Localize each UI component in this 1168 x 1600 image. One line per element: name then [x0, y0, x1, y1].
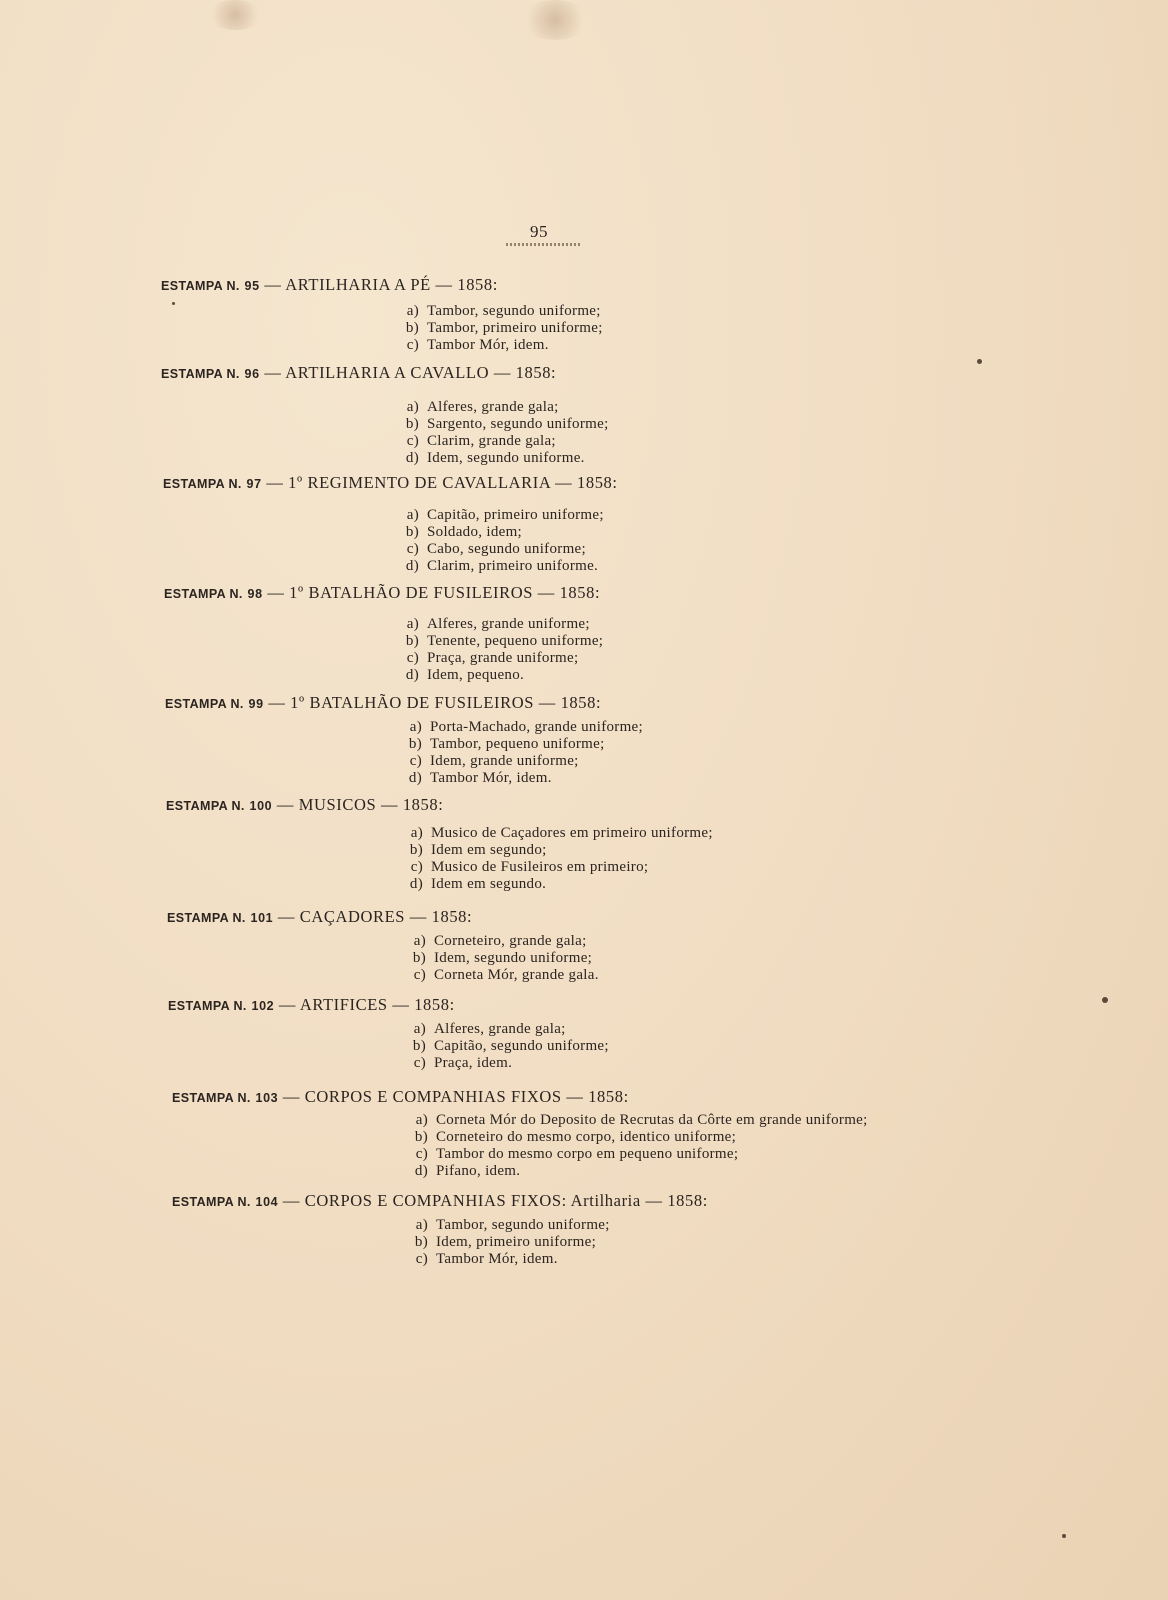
- plate-number: 95: [244, 279, 260, 293]
- list-item: [398, 1217, 610, 1234]
- item-letter: c): [406, 433, 419, 449]
- list-item: [392, 736, 643, 753]
- list-item: [396, 1021, 609, 1038]
- page-number: 95: [530, 222, 548, 241]
- plate-label: ESTAMPA N.: [161, 367, 240, 381]
- item-letter: a): [413, 933, 426, 949]
- item-text: Capitão, segundo uniforme;: [434, 1038, 609, 1054]
- plate-item-list: [396, 933, 599, 984]
- item-text: Tambor Mór, idem.: [436, 1251, 558, 1267]
- plate-label: ESTAMPA N.: [161, 279, 240, 293]
- plate-label: ESTAMPA N.: [168, 999, 247, 1013]
- list-item: [389, 416, 609, 433]
- item-text: Sargento, segundo uniforme;: [427, 416, 609, 432]
- list-item: [389, 558, 604, 575]
- item-text: Tambor, pequeno uniforme;: [430, 736, 605, 752]
- plate-label: ESTAMPA N.: [166, 799, 245, 813]
- item-letter: a): [409, 719, 422, 735]
- item-text: Alferes, grande gala;: [427, 399, 559, 415]
- list-item: [396, 933, 599, 950]
- item-letter: b): [405, 320, 419, 336]
- plate-heading: [161, 275, 498, 295]
- item-letter: b): [405, 633, 419, 649]
- item-text: Tenente, pequeno uniforme;: [427, 633, 604, 649]
- item-text: Musico de Fusileiros em primeiro;: [431, 859, 649, 875]
- plate-label: ESTAMPA N.: [172, 1091, 251, 1105]
- plate-heading: [164, 583, 600, 603]
- list-item: [389, 616, 603, 633]
- plate-heading: [172, 1191, 708, 1211]
- plate-item-list: [389, 303, 603, 354]
- item-text: Tambor, segundo uniforme;: [427, 303, 601, 319]
- plate-label: ESTAMPA N.: [167, 911, 246, 925]
- list-item: [389, 399, 609, 416]
- plate-title: — CORPOS E COMPANHIAS FIXOS — 1858:: [282, 1087, 629, 1106]
- item-letter: c): [415, 1251, 428, 1267]
- plate-number: 103: [255, 1091, 279, 1105]
- plate-heading: [168, 995, 455, 1015]
- list-item: [389, 541, 604, 558]
- item-letter: a): [410, 825, 423, 841]
- paper-speck: [1102, 997, 1108, 1003]
- item-text: Praça, idem.: [434, 1055, 513, 1071]
- item-text: Clarim, primeiro uniforme.: [427, 558, 599, 574]
- item-text: Capitão, primeiro uniforme;: [427, 507, 604, 523]
- paper-stain: [205, 0, 265, 30]
- item-letter: a): [415, 1217, 428, 1233]
- plate-heading: [163, 473, 618, 493]
- plate-heading: [161, 363, 556, 383]
- list-item: [389, 667, 603, 684]
- item-letter: a): [406, 616, 419, 632]
- item-text: Alferes, grande gala;: [434, 1021, 566, 1037]
- item-text: Musico de Caçadores em primeiro uniforme;: [431, 825, 713, 841]
- item-text: Idem, primeiro uniforme;: [436, 1234, 597, 1250]
- item-text: Idem em segundo;: [431, 842, 547, 858]
- item-letter: b): [409, 842, 423, 858]
- plate-number: 104: [255, 1195, 279, 1209]
- list-item: [398, 1251, 610, 1268]
- list-item: [398, 1129, 868, 1146]
- item-letter: a): [406, 507, 419, 523]
- item-text: Alferes, grande uniforme;: [427, 616, 590, 632]
- list-item: [389, 303, 603, 320]
- list-item: [393, 842, 713, 859]
- item-text: Clarim, grande gala;: [427, 433, 556, 449]
- list-item: [392, 753, 643, 770]
- plate-title: — ARTIFICES — 1858:: [278, 995, 455, 1014]
- item-text: Tambor do mesmo corpo em pequeno uniforme;: [436, 1146, 739, 1162]
- item-letter: b): [405, 416, 419, 432]
- plate-heading: [165, 693, 601, 713]
- plate-heading: [166, 795, 443, 815]
- list-item: [396, 967, 599, 984]
- plate-title: — MUSICOS — 1858:: [276, 795, 444, 814]
- item-text: Tambor, segundo uniforme;: [436, 1217, 610, 1233]
- list-item: [389, 320, 603, 337]
- plate-title: — ARTILHARIA A PÉ — 1858:: [264, 275, 498, 294]
- item-letter: b): [412, 1038, 426, 1054]
- plate-title: — 1º BATALHÃO DE FUSILEIROS — 1858:: [267, 583, 601, 602]
- plate-item-list: [393, 825, 713, 893]
- plate-label: ESTAMPA N.: [165, 697, 244, 711]
- item-letter: a): [406, 399, 419, 415]
- item-letter: c): [406, 650, 419, 666]
- item-letter: c): [406, 337, 419, 353]
- plate-title: — 1º REGIMENTO DE CAVALLARIA — 1858:: [266, 473, 618, 492]
- item-text: Idem, grande uniforme;: [430, 753, 579, 769]
- item-text: Idem em segundo.: [431, 876, 547, 892]
- plate-number: 101: [250, 911, 274, 925]
- list-item: [389, 450, 609, 467]
- item-text: Corneta Mór, grande gala.: [434, 967, 599, 983]
- list-item: [396, 1055, 609, 1072]
- plate-item-list: [398, 1112, 868, 1180]
- plate-item-list: [389, 616, 603, 684]
- item-text: Tambor Mór, idem.: [427, 337, 549, 353]
- item-letter: d): [414, 1163, 428, 1179]
- item-text: Tambor Mór, idem.: [430, 770, 552, 786]
- list-item: [393, 825, 713, 842]
- list-item: [393, 876, 713, 893]
- plate-item-list: [389, 399, 609, 467]
- paper-speck: [977, 359, 982, 364]
- item-letter: d): [409, 876, 423, 892]
- list-item: [389, 633, 603, 650]
- plate-title: — CAÇADORES — 1858:: [277, 907, 473, 926]
- list-item: [389, 433, 609, 450]
- item-letter: b): [405, 524, 419, 540]
- item-letter: d): [405, 667, 419, 683]
- paper-speck: [1062, 1534, 1066, 1538]
- list-item: [396, 950, 599, 967]
- list-item: [389, 507, 604, 524]
- item-letter: a): [406, 303, 419, 319]
- plate-title: — ARTILHARIA A CAVALLO — 1858:: [264, 363, 557, 382]
- plate-heading: [167, 907, 472, 927]
- item-letter: c): [415, 1146, 428, 1162]
- list-item: [393, 859, 713, 876]
- item-letter: b): [412, 950, 426, 966]
- item-letter: c): [413, 967, 426, 983]
- item-text: Cabo, segundo uniforme;: [427, 541, 586, 557]
- list-item: [389, 524, 604, 541]
- plate-item-list: [389, 507, 604, 575]
- item-letter: c): [413, 1055, 426, 1071]
- item-letter: c): [409, 753, 422, 769]
- item-letter: c): [410, 859, 423, 875]
- plate-number: 100: [249, 799, 273, 813]
- item-letter: d): [408, 770, 422, 786]
- list-item: [398, 1234, 610, 1251]
- plate-heading: [172, 1087, 629, 1107]
- item-letter: d): [405, 558, 419, 574]
- plate-label: ESTAMPA N.: [164, 587, 243, 601]
- paper-speck: [172, 302, 175, 305]
- list-item: [398, 1112, 868, 1129]
- plate-item-list: [398, 1217, 610, 1268]
- list-item: [389, 650, 603, 667]
- list-item: [396, 1038, 609, 1055]
- list-item: [389, 337, 603, 354]
- item-letter: b): [408, 736, 422, 752]
- page-number-ornament: [506, 243, 580, 246]
- plate-number: 96: [244, 367, 260, 381]
- plate-number: 97: [246, 477, 262, 491]
- plate-title: — 1º BATALHÃO DE FUSILEIROS — 1858:: [268, 693, 602, 712]
- item-text: Idem, pequeno.: [427, 667, 525, 683]
- list-item: [392, 719, 643, 736]
- plate-number: 98: [247, 587, 263, 601]
- item-text: Porta-Machado, grande uniforme;: [430, 719, 643, 735]
- item-text: Corneteiro, grande gala;: [434, 933, 587, 949]
- plate-number: 102: [251, 999, 275, 1013]
- item-letter: b): [414, 1129, 428, 1145]
- item-text: Corneta Mór do Deposito de Recrutas da Côrte em grande uniforme;: [436, 1112, 868, 1128]
- item-text: Soldado, idem;: [427, 524, 523, 540]
- item-letter: c): [406, 541, 419, 557]
- plate-number: 99: [248, 697, 264, 711]
- item-text: Corneteiro do mesmo corpo, identico uniforme;: [436, 1129, 737, 1145]
- item-letter: d): [405, 450, 419, 466]
- item-text: Praça, grande uniforme;: [427, 650, 579, 666]
- list-item: [398, 1163, 868, 1180]
- plate-item-list: [396, 1021, 609, 1072]
- list-item: [392, 770, 643, 787]
- item-text: Idem, segundo uniforme;: [434, 950, 593, 966]
- item-text: Idem, segundo uniforme.: [427, 450, 585, 466]
- list-item: [398, 1146, 868, 1163]
- item-text: Tambor, primeiro uniforme;: [427, 320, 603, 336]
- item-text: Pifano, idem.: [436, 1163, 521, 1179]
- paper-stain: [520, 0, 590, 40]
- plate-item-list: [392, 719, 643, 787]
- item-letter: a): [413, 1021, 426, 1037]
- item-letter: a): [415, 1112, 428, 1128]
- item-letter: b): [414, 1234, 428, 1250]
- plate-label: ESTAMPA N.: [163, 477, 242, 491]
- plate-title: — CORPOS E COMPANHIAS FIXOS: Artilharia — 1858:: [282, 1191, 708, 1210]
- plate-label: ESTAMPA N.: [172, 1195, 251, 1209]
